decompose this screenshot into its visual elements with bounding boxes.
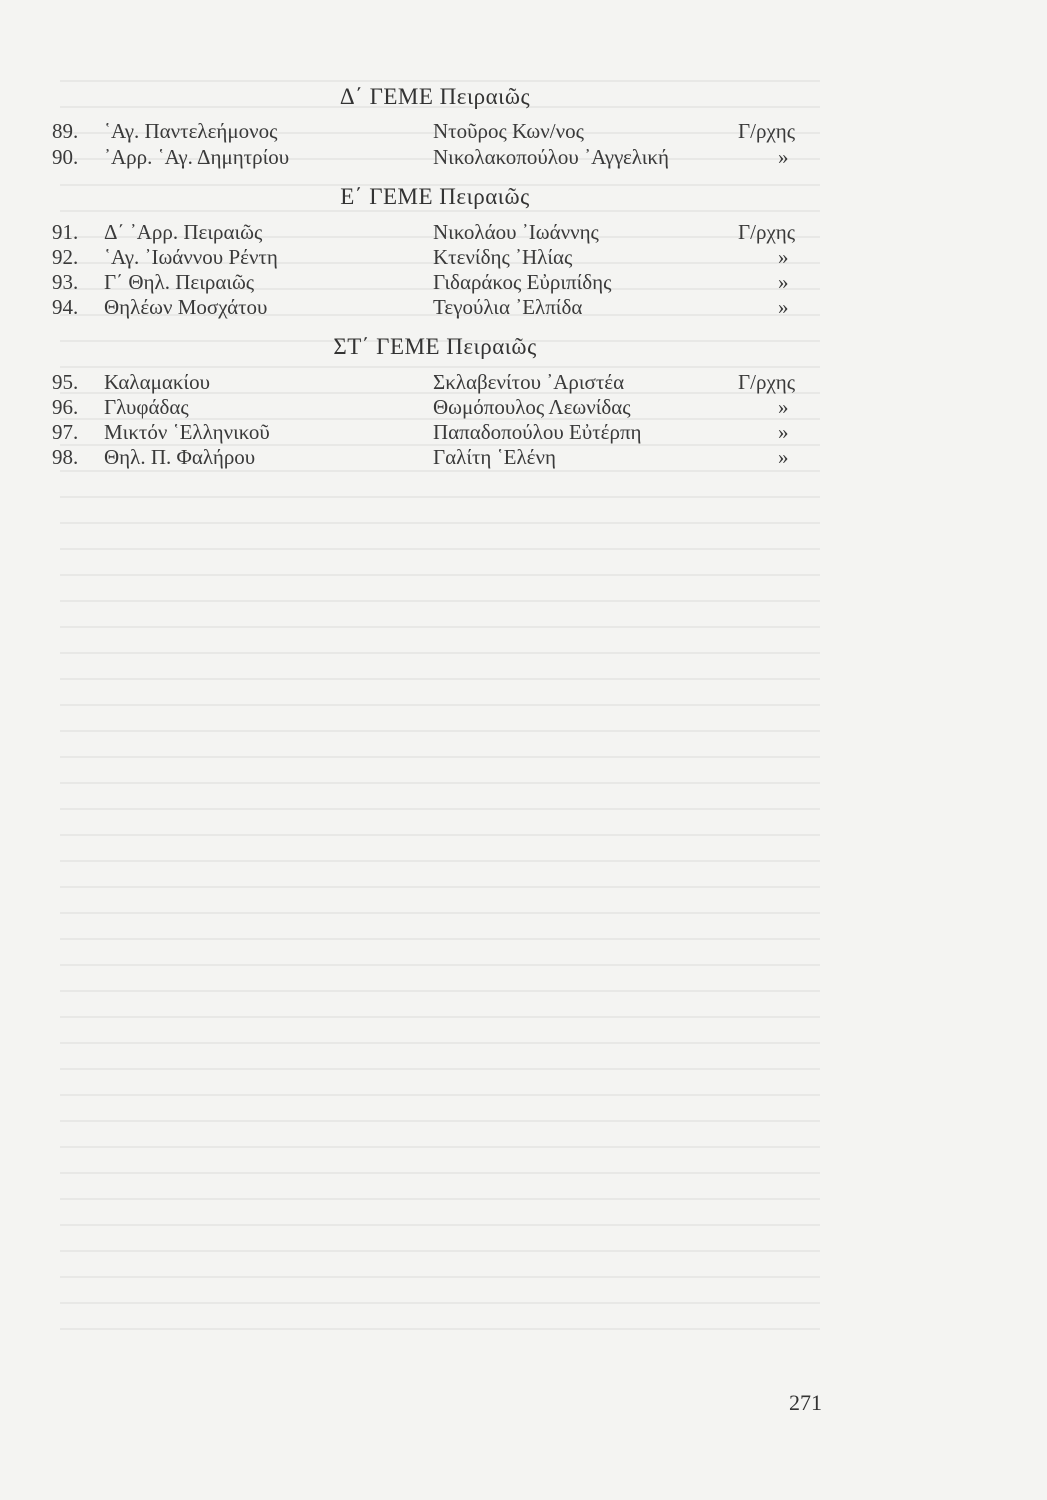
person-name: Παπαδοπούλου Εὐτέρπη: [433, 420, 642, 444]
school-name: ᾿Αρρ. ῾Αγ. Δημητρίου: [104, 145, 290, 169]
person-name: Γιδαράκος Εὐριπίδης: [433, 270, 612, 294]
role: »: [778, 270, 789, 294]
section-heading: ΣΤ΄ ΓΕΜΕ Πειραιῶς: [333, 334, 537, 359]
list-item: [0, 369, 1047, 395]
list-item: [0, 419, 1047, 445]
person-name: Τεγούλια ᾿Ελπίδα: [433, 295, 583, 319]
list-item: [0, 269, 1047, 295]
role: »: [778, 295, 789, 319]
list-item: [0, 394, 1047, 420]
school-name: Θηλέων Μοσχάτου: [104, 295, 268, 319]
person-name: Σκλαβενίτου ᾿Αριστέα: [433, 370, 625, 394]
list-item: [0, 444, 1047, 470]
school-name: Δ΄ ᾿Αρρ. Πειραιῶς: [104, 220, 263, 244]
section-heading: Ε΄ ΓΕΜΕ Πειραιῶς: [340, 184, 530, 209]
role: Γ/ρχης: [738, 220, 796, 244]
person-name: Γαλίτη ῾Ελένη: [433, 445, 556, 469]
person-name: Ντοῦρος Κων/νος: [433, 119, 584, 143]
role: Γ/ρχης: [738, 119, 796, 143]
page-number: 271: [789, 1390, 822, 1415]
list-item: [0, 294, 1047, 320]
person-name: Νικολακοπούλου ᾿Αγγελική: [433, 145, 669, 169]
person-name: Νικολάου ᾿Ιωάννης: [433, 220, 599, 244]
item-number: 93.: [52, 270, 79, 294]
role: »: [778, 445, 789, 469]
role: »: [778, 395, 789, 419]
item-number: 91.: [52, 220, 79, 244]
role: »: [778, 145, 789, 169]
list-item: [0, 244, 1047, 270]
item-number: 89.: [52, 119, 79, 143]
item-number: 97.: [52, 420, 79, 444]
school-name: Καλαμακίου: [104, 370, 210, 394]
section-heading: Δ΄ ΓΕΜΕ Πειραιῶς: [339, 84, 531, 109]
list-item: [0, 144, 1047, 170]
person-name: Θωμόπουλος Λεωνίδας: [433, 395, 631, 419]
school-name: ῾Αγ. Παντελεήμονος: [104, 119, 278, 143]
person-name: Κτενίδης ᾿Ηλίας: [433, 245, 573, 269]
list-item: [0, 118, 1047, 144]
item-number: 98.: [52, 445, 79, 469]
item-number: 92.: [52, 245, 79, 269]
item-number: 96.: [52, 395, 79, 419]
item-number: 94.: [52, 295, 79, 319]
list-item: [0, 219, 1047, 245]
school-name: Γλυφάδας: [104, 395, 189, 419]
school-name: Γ΄ Θηλ. Πειραιῶς: [104, 270, 255, 294]
item-number: 95.: [52, 370, 79, 394]
role: »: [778, 420, 789, 444]
school-name: ῾Αγ. ᾿Ιωάννου Ρέντη: [104, 245, 278, 269]
item-number: 90.: [52, 145, 79, 169]
role: Γ/ρχης: [738, 370, 796, 394]
role: »: [778, 245, 789, 269]
school-name: Θηλ. Π. Φαλήρου: [104, 445, 256, 469]
school-name: Μικτόν ῾Ελληνικοῦ: [104, 420, 270, 444]
